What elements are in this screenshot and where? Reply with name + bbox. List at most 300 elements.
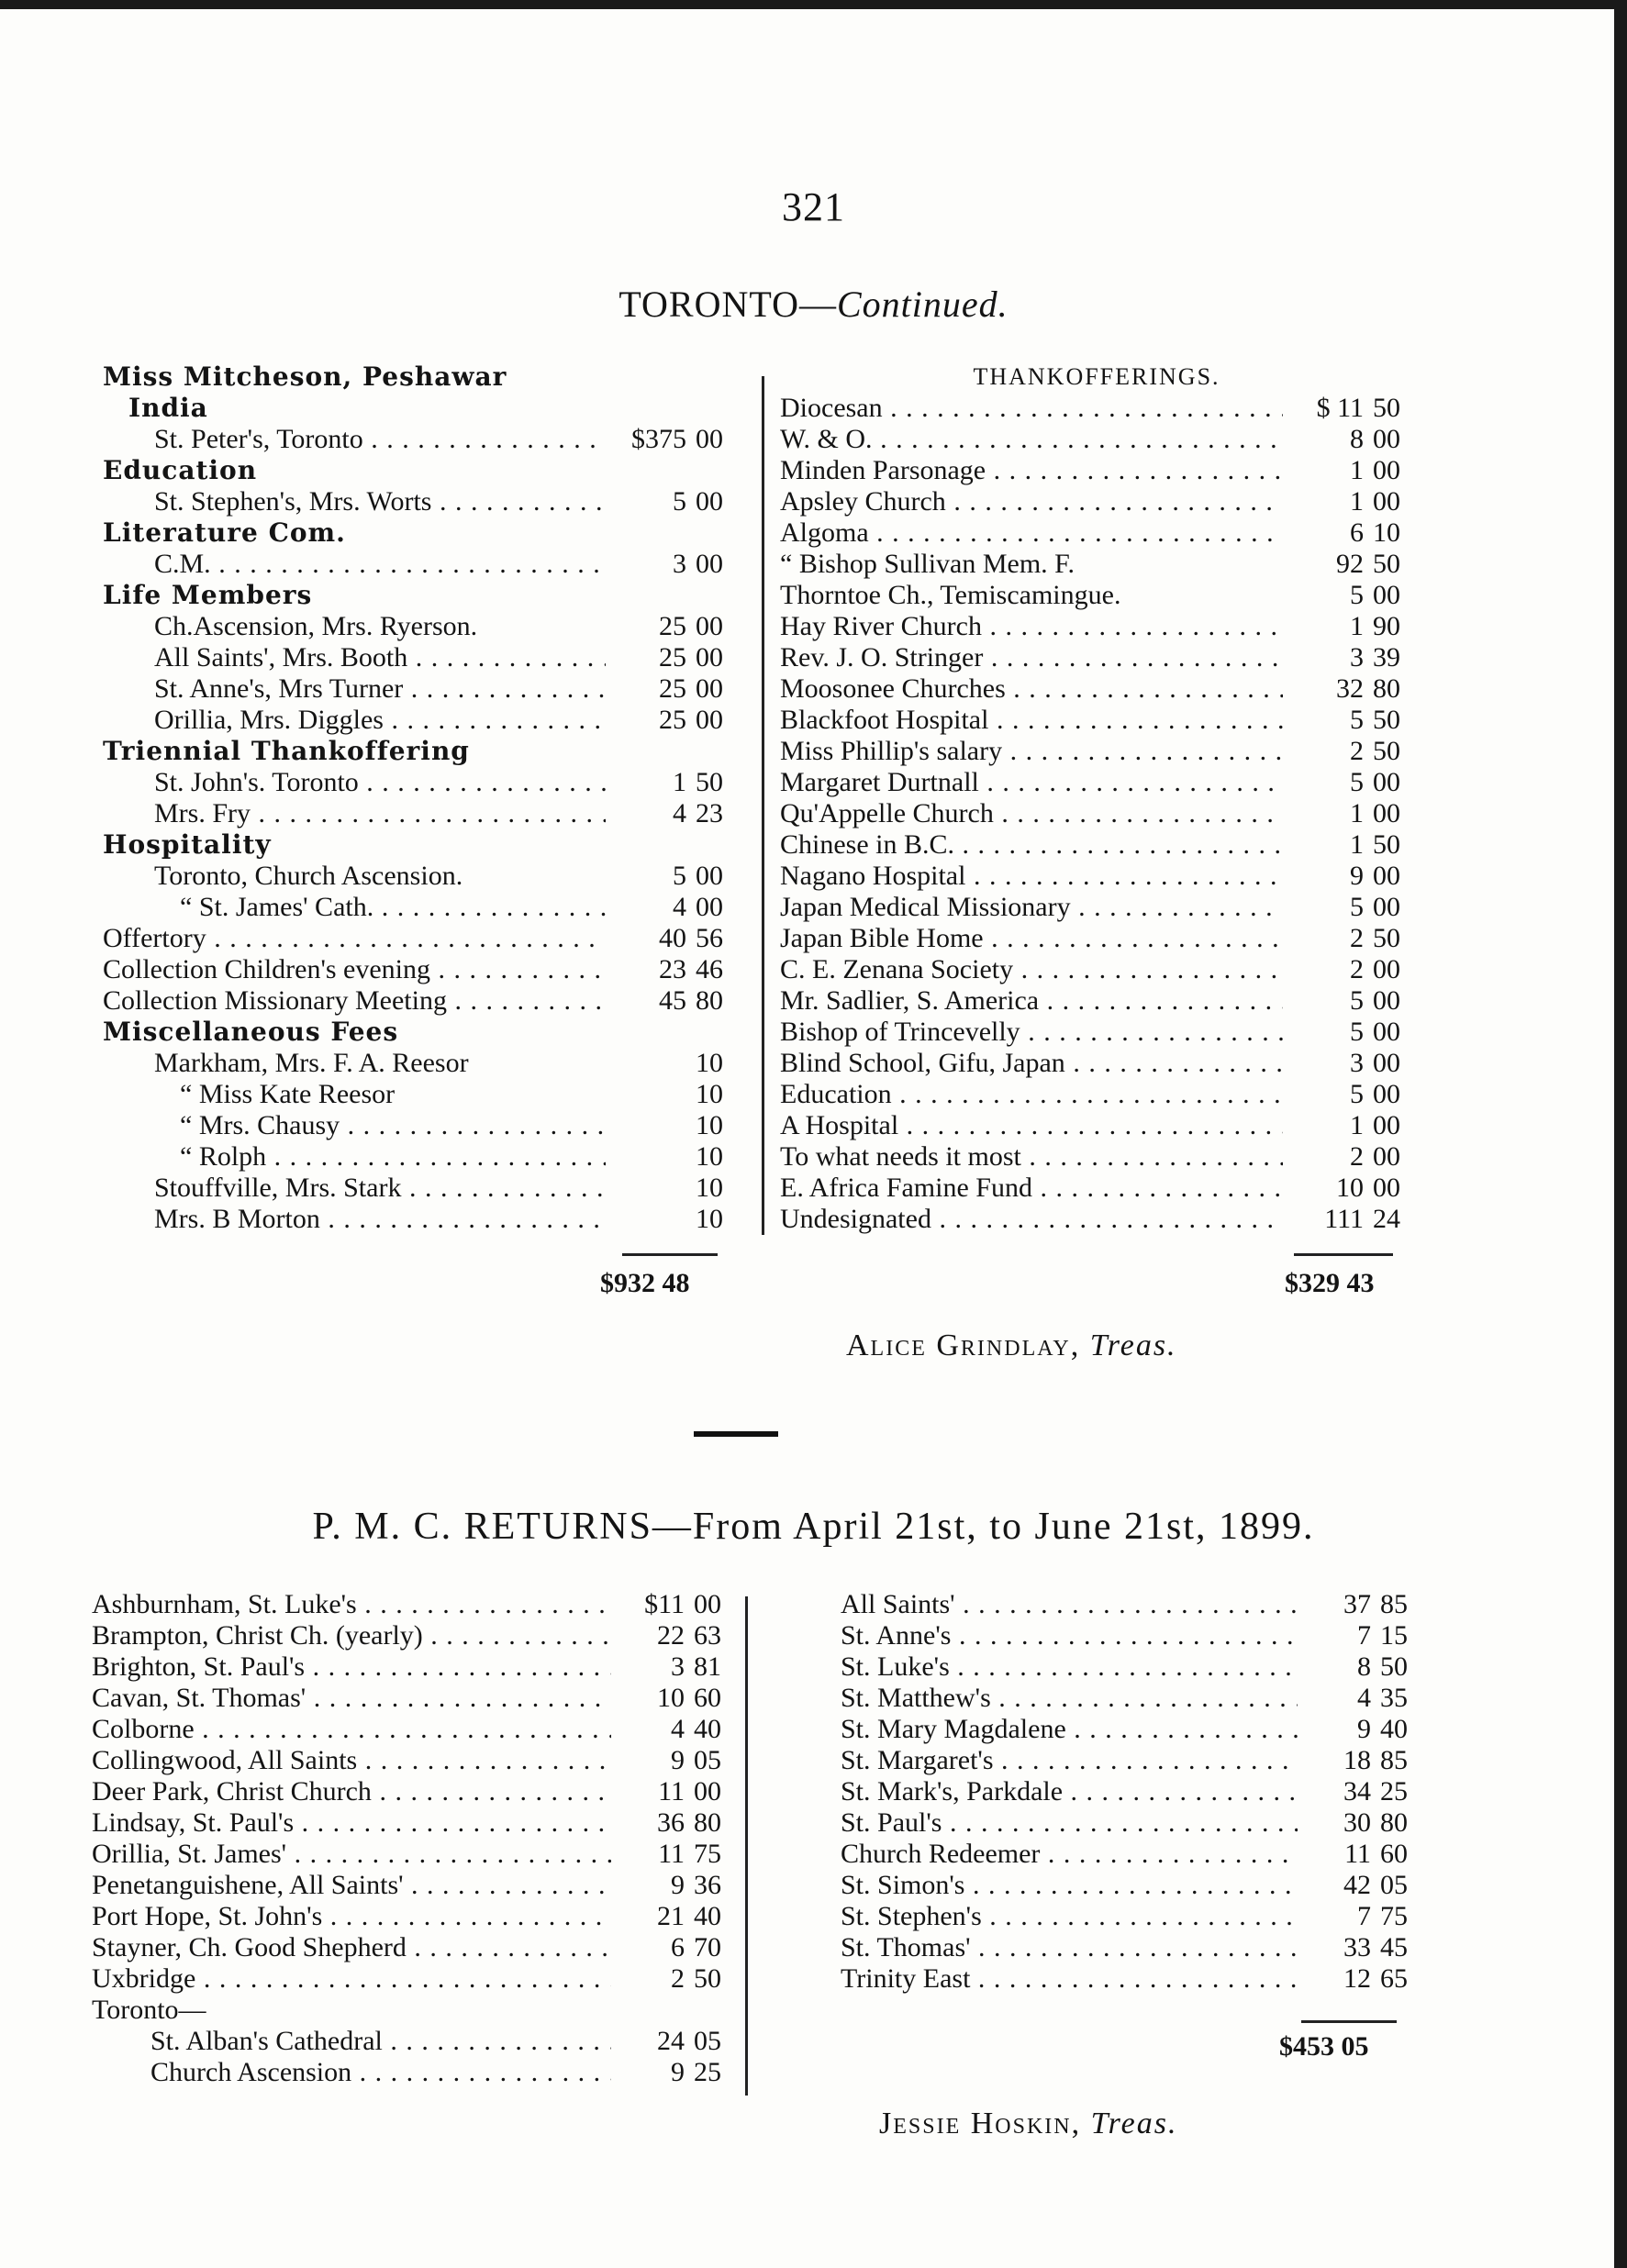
right-bottom-column: [841, 1589, 1419, 1995]
entry-cents: 00: [1373, 486, 1400, 517]
category-heading: Miss Mitcheson, Peshawar: [103, 361, 507, 392]
entry-cents: 45: [1380, 1932, 1408, 1962]
ledger-heading: [103, 829, 745, 861]
entry-dollars: 3: [1350, 642, 1364, 673]
ledger-row: [780, 1079, 1413, 1110]
entry-dollars: 33: [1343, 1932, 1371, 1962]
entry-dollars: $11: [644, 1589, 685, 1619]
ledger-row: [841, 1683, 1419, 1714]
entry-label: Diocesan . . .: [780, 393, 1283, 424]
entry-cents: 05: [1380, 1870, 1408, 1900]
entry-dollars: 22: [657, 1620, 685, 1651]
entry-cents: 05: [694, 1745, 721, 1775]
entry-cents: 56: [696, 923, 723, 953]
scan-edge-top: [0, 0, 1627, 9]
entry-cents: 00: [1373, 861, 1400, 891]
ledger-row: [780, 424, 1413, 455]
entry-label: St. Mary Magdalene . . .: [841, 1714, 1298, 1745]
left-top-total-rule: [622, 1253, 718, 1256]
entry-dollars: 25: [659, 673, 686, 704]
entry-label: Church Redeemer . . .: [841, 1839, 1298, 1870]
entry-label: Chinese in B.C. . . .: [780, 829, 1283, 861]
entry-label: St. Luke's . . .: [841, 1651, 1298, 1683]
entry-dollars: 2: [671, 1963, 685, 1994]
ledger-heading: [103, 736, 745, 767]
entry-dollars: 3: [671, 1651, 685, 1682]
ledger-row: [780, 954, 1413, 985]
entry-cents: 35: [1380, 1683, 1408, 1713]
ledger-row: [841, 1901, 1419, 1932]
category-heading: Education: [103, 455, 258, 485]
entry-dollars: 9: [671, 1745, 685, 1775]
entry-label: St. Alban's Cathedral . . .: [150, 2026, 611, 2057]
entry-cents: 10: [696, 1204, 723, 1234]
entry-dollars: 111: [1324, 1204, 1364, 1234]
entry-dollars: 3: [1350, 1048, 1364, 1078]
entry-label: C.M. . . .: [154, 549, 606, 580]
ledger-row: [841, 1714, 1419, 1745]
entry-cents: 00: [1373, 1110, 1400, 1140]
left-bottom-column: [92, 1589, 725, 2088]
entry-label: Toronto—: [92, 1995, 206, 2025]
ledger-row: [841, 1651, 1419, 1683]
entry-cents: 10: [696, 1141, 723, 1172]
ledger-row: [103, 861, 745, 892]
ledger-row: [103, 923, 745, 954]
entry-dollars: 1: [1350, 486, 1364, 517]
entry-cents: 00: [1373, 954, 1400, 984]
entry-dollars: 92: [1336, 549, 1364, 579]
entry-dollars: 2: [1350, 923, 1364, 953]
entry-label: Toronto, Church Ascension.: [154, 861, 463, 891]
thankofferings-heading: THANKOFFERINGS.: [973, 363, 1220, 390]
ledger-row: [92, 1807, 725, 1839]
entry-label: Blackfoot Hospital . . .: [780, 705, 1283, 736]
ledger-row: [103, 1173, 745, 1204]
scan-edge-right: [1614, 0, 1627, 2268]
entry-label: Deer Park, Christ Church . . .: [92, 1776, 611, 1807]
entry-dollars: 11: [1344, 1839, 1371, 1869]
ledger-row: [103, 1141, 745, 1173]
entry-cents: 25: [694, 2057, 721, 2087]
entry-cents: 10: [696, 1173, 723, 1203]
entry-dollars: 7: [1357, 1901, 1371, 1931]
entry-cents: 00: [1373, 424, 1400, 454]
entry-dollars: 25: [659, 611, 686, 641]
ledger-heading: [103, 1017, 745, 1048]
entry-dollars: 1: [673, 767, 686, 797]
running-head-main: TORONTO: [618, 284, 799, 325]
category-heading: Triennial Thankoffering: [103, 736, 470, 766]
entry-dollars: 5: [673, 861, 686, 891]
ledger-row: [780, 611, 1413, 642]
ledger-row: [103, 1048, 745, 1079]
ledger-row: [780, 892, 1413, 923]
entry-cents: 00: [1373, 1141, 1400, 1172]
entry-dollars: 32: [1336, 673, 1364, 704]
entry-dollars: 5: [1350, 1017, 1364, 1047]
ledger-row: [780, 642, 1413, 673]
entry-label: Collingwood, All Saints . . .: [92, 1745, 611, 1776]
entry-cents: 00: [1373, 798, 1400, 828]
entry-dollars: 1: [1350, 829, 1364, 860]
entry-label: Minden Parsonage . . .: [780, 455, 1283, 486]
entry-cents: 05: [694, 2026, 721, 2056]
entry-cents: 50: [1373, 923, 1400, 953]
category-heading: Life Members: [103, 580, 313, 610]
entry-label: Thorntoe Ch., Temiscamingue.: [780, 580, 1121, 610]
entry-cents: 00: [696, 642, 723, 673]
entry-label: Moosonee Churches . . .: [780, 673, 1283, 705]
entry-label: St. Margaret's . . .: [841, 1745, 1298, 1776]
ledger-heading: [103, 393, 745, 424]
ledger-heading: [103, 517, 745, 549]
ledger-row: [841, 1589, 1419, 1620]
entry-cents: 00: [1373, 1173, 1400, 1203]
ledger-row: [92, 1620, 725, 1651]
left-top-total: $932 48: [600, 1268, 690, 1298]
ledger-row: [780, 985, 1413, 1017]
entry-cents: 50: [1373, 705, 1400, 735]
entry-cents: 40: [694, 1714, 721, 1744]
entry-cents: 00: [1373, 892, 1400, 922]
entry-dollars: 9: [671, 1870, 685, 1900]
entry-cents: 00: [696, 486, 723, 517]
entry-cents: 00: [696, 611, 723, 641]
right-bottom-total: $453 05: [1279, 2031, 1369, 2062]
treasurer-title-1: Treas.: [1089, 1329, 1177, 1362]
ledger-row: [103, 798, 745, 829]
entry-cents: 00: [694, 1589, 721, 1619]
entry-label: St. Stephen's . . .: [841, 1901, 1298, 1932]
ledger-heading: [103, 455, 745, 486]
ledger-row: [92, 1745, 725, 1776]
entry-label: Japan Bible Home . . .: [780, 923, 1283, 954]
ledger-row: [780, 1048, 1413, 1079]
entry-cents: 00: [696, 861, 723, 891]
right-top-total-rule: [1294, 1253, 1393, 1256]
entry-label: W. & O. . . .: [780, 424, 1283, 455]
entry-dollars: 6: [1350, 517, 1364, 548]
ledger-row: [841, 1745, 1419, 1776]
entry-label: “ Rolph . . .: [180, 1141, 606, 1173]
entry-cents: 75: [694, 1839, 721, 1869]
page-number: 321: [782, 184, 845, 229]
entry-label: Mrs. Fry . . .: [154, 798, 606, 829]
entry-label: Orillia, St. James' . . .: [92, 1839, 611, 1870]
ledger-row: [92, 2026, 725, 2057]
entry-label: Brighton, St. Paul's . . .: [92, 1651, 611, 1683]
entry-label: C. E. Zenana Society . . .: [780, 954, 1283, 985]
entry-label: Japan Medical Missionary . . .: [780, 892, 1283, 923]
entry-label: Lindsay, St. Paul's . . .: [92, 1807, 611, 1839]
entry-dollars: 10: [1336, 1173, 1364, 1203]
entry-label: A Hospital . . .: [780, 1110, 1283, 1141]
entry-dollars: 42: [1343, 1870, 1371, 1900]
ledger-row: [780, 829, 1413, 861]
entry-dollars: 2: [1350, 954, 1364, 984]
entry-cents: 85: [1380, 1745, 1408, 1775]
ledger-row: [780, 1173, 1413, 1204]
entry-dollars: 3: [673, 549, 686, 579]
entry-dollars: 45: [659, 985, 686, 1016]
entry-cents: 80: [1380, 1807, 1408, 1838]
entry-cents: 80: [1373, 673, 1400, 704]
entry-label: St. Mark's, Parkdale . . .: [841, 1776, 1298, 1807]
entry-cents: 50: [1380, 1651, 1408, 1682]
entry-dollars: $ 11: [1316, 393, 1364, 423]
entry-cents: 50: [1373, 393, 1400, 423]
entry-cents: 65: [1380, 1963, 1408, 1994]
entry-label: Miss Phillip's salary . . .: [780, 736, 1283, 767]
entry-cents: 00: [1373, 767, 1400, 797]
ledger-row: [780, 393, 1413, 424]
entry-cents: 23: [696, 798, 723, 828]
ledger-row: [780, 1141, 1413, 1173]
entry-cents: 46: [696, 954, 723, 984]
entry-dollars: 34: [1343, 1776, 1371, 1807]
entry-label: Offertory . . .: [103, 923, 606, 954]
ledger-row: [92, 1589, 725, 1620]
ledger-row: [103, 1204, 745, 1235]
entry-cents: 70: [694, 1932, 721, 1962]
entry-cents: 00: [1373, 455, 1400, 485]
right-bottom-total-rule: [1301, 2020, 1397, 2023]
ledger-row: [780, 767, 1413, 798]
entry-dollars: 25: [659, 705, 686, 735]
ledger-row: [92, 1776, 725, 1807]
ledger-row: [841, 1807, 1419, 1839]
entry-label: Nagano Hospital . . .: [780, 861, 1283, 892]
entry-label: St. Thomas' . . .: [841, 1932, 1298, 1963]
entry-label: Cavan, St. Thomas' . . .: [92, 1683, 611, 1714]
ledger-row: [92, 1932, 725, 1963]
left-top-column: [103, 361, 745, 1235]
entry-dollars: 9: [1357, 1714, 1371, 1744]
ledger-row: [103, 424, 745, 455]
entry-label: Collection Missionary Meeting . . .: [103, 985, 606, 1017]
entry-cents: 50: [694, 1963, 721, 1994]
entry-label: To what needs it most . . .: [780, 1141, 1283, 1173]
category-heading: Literature Com.: [103, 517, 346, 548]
ledger-row: [92, 1870, 725, 1901]
ledger-row: [841, 1963, 1419, 1995]
entry-dollars: 37: [1343, 1589, 1371, 1619]
entry-label: St. Stephen's, Mrs. Worts . . .: [154, 486, 606, 517]
treasurer-title-2: Treas.: [1090, 2107, 1178, 2140]
ledger-row: [103, 673, 745, 705]
entry-cents: 60: [694, 1683, 721, 1713]
entry-cents: 90: [1373, 611, 1400, 641]
entry-dollars: 11: [658, 1776, 685, 1807]
ledger-row: [780, 861, 1413, 892]
entry-cents: 50: [1373, 829, 1400, 860]
entry-cents: 00: [696, 673, 723, 704]
entry-cents: 00: [1373, 1017, 1400, 1047]
ledger-row: [841, 1870, 1419, 1901]
entry-label: Penetanguishene, All Saints' . . .: [92, 1870, 611, 1901]
entry-cents: 39: [1373, 642, 1400, 673]
entry-label: St. Simon's . . .: [841, 1870, 1298, 1901]
entry-label: Uxbridge . . .: [92, 1963, 611, 1995]
entry-dollars: 4: [671, 1714, 685, 1744]
entry-dollars: 5: [1350, 580, 1364, 610]
ledger-row: [780, 455, 1413, 486]
ledger-heading: [103, 580, 745, 611]
ledger-row: [780, 798, 1413, 829]
entry-cents: 81: [694, 1651, 721, 1682]
entry-cents: 00: [696, 892, 723, 922]
entry-dollars: 1: [1350, 455, 1364, 485]
pmc-returns-title: P. M. C. RETURNS—From April 21st, to June 21st, 1899.: [312, 1506, 1315, 1548]
entry-label: Education . . .: [780, 1079, 1283, 1110]
entry-cents: 36: [694, 1870, 721, 1900]
entry-cents: 80: [694, 1807, 721, 1838]
treasurer-signature-1: [846, 1329, 1177, 1363]
entry-label: Bishop of Trincevelly . . .: [780, 1017, 1283, 1048]
entry-label: Ch.Ascension, Mrs. Ryerson.: [154, 611, 478, 641]
entry-label: Trinity East . . .: [841, 1963, 1298, 1995]
entry-cents: 50: [1373, 736, 1400, 766]
entry-label: St. Matthew's . . .: [841, 1683, 1298, 1714]
ledger-row: [103, 767, 745, 798]
ledger-row: [780, 673, 1413, 705]
entry-dollars: 30: [1343, 1807, 1371, 1838]
lower-column-divider: [745, 1596, 748, 2096]
entry-dollars: 9: [1350, 861, 1364, 891]
entry-label: Rev. J. O. Stringer . . .: [780, 642, 1283, 673]
ledger-row: [103, 549, 745, 580]
entry-label: Collection Children's evening . . .: [103, 954, 606, 985]
entry-label: E. Africa Famine Fund . . .: [780, 1173, 1283, 1204]
section-divider: [694, 1431, 778, 1437]
right-top-total: $329 43: [1285, 1268, 1375, 1298]
entry-cents: 10: [1373, 517, 1400, 548]
ledger-row: [103, 705, 745, 736]
ledger-row: [841, 1776, 1419, 1807]
entry-cents: 50: [1373, 549, 1400, 579]
entry-label: St. Anne's, Mrs Turner . . .: [154, 673, 606, 705]
entry-label: “ St. James' Cath. . . .: [180, 892, 606, 923]
ledger-row: [841, 1839, 1419, 1870]
entry-dollars: 2: [1350, 736, 1364, 766]
entry-cents: 00: [1373, 580, 1400, 610]
ledger-row: [103, 985, 745, 1017]
ledger-row: [92, 1995, 725, 2026]
entry-dollars: 5: [1350, 985, 1364, 1016]
ledger-row: [780, 1017, 1413, 1048]
category-heading: Miscellaneous Fees: [103, 1017, 399, 1047]
ledger-row: [103, 892, 745, 923]
entry-label: Qu'Appelle Church . . .: [780, 798, 1283, 829]
entry-label: St. Paul's . . .: [841, 1807, 1298, 1839]
ledger-row: [103, 486, 745, 517]
entry-label: St. Peter's, Toronto . . .: [154, 424, 606, 455]
entry-label: Hay River Church . . .: [780, 611, 1283, 642]
entry-label: Markham, Mrs. F. A. Reesor: [154, 1048, 469, 1078]
ledger-row: [92, 1651, 725, 1683]
entry-dollars: 2: [1350, 1141, 1364, 1172]
entry-label: All Saints', Mrs. Booth . . .: [154, 642, 606, 673]
entry-label: Algoma . . .: [780, 517, 1283, 549]
entry-dollars: 1: [1350, 1110, 1364, 1140]
ledger-row: [103, 1079, 745, 1110]
entry-label: Mr. Sadlier, S. America . . .: [780, 985, 1283, 1017]
entry-dollars: 10: [657, 1683, 685, 1713]
entry-cents: 25: [1380, 1776, 1408, 1807]
entry-dollars: 1: [1350, 611, 1364, 641]
entry-dollars: 5: [673, 486, 686, 517]
ledger-row: [103, 954, 745, 985]
entry-label: Church Ascension . . .: [150, 2057, 611, 2088]
entry-dollars: 36: [657, 1807, 685, 1838]
ledger-row: [92, 2057, 725, 2088]
ledger-row: [103, 611, 745, 642]
entry-cents: 10: [696, 1079, 723, 1109]
entry-cents: 10: [696, 1110, 723, 1140]
ledger-row: [92, 1839, 725, 1870]
running-head-continued: Continued.: [836, 284, 1009, 325]
entry-dollars: 4: [673, 798, 686, 828]
ledger-row: [780, 1204, 1413, 1235]
right-top-column: [780, 361, 1413, 1235]
category-heading: India: [128, 393, 208, 423]
entry-dollars: 5: [1350, 892, 1364, 922]
ledger-heading: [103, 361, 745, 393]
running-head-dash: —: [798, 284, 837, 325]
entry-cents: 00: [696, 549, 723, 579]
ledger-row: [780, 580, 1413, 611]
running-head: [0, 283, 1627, 326]
ledger-row: [841, 1932, 1419, 1963]
treasurer-name-1: Alice Grindlay,: [846, 1329, 1081, 1362]
entry-label: Brampton, Christ Ch. (yearly) . . .: [92, 1620, 611, 1651]
entry-dollars: 11: [658, 1839, 685, 1869]
entry-cents: 00: [1373, 1079, 1400, 1109]
entry-dollars: 5: [1350, 767, 1364, 797]
entry-cents: 24: [1373, 1204, 1400, 1234]
entry-cents: 60: [1380, 1839, 1408, 1869]
entry-label: St. Anne's . . .: [841, 1620, 1298, 1651]
entry-cents: 15: [1380, 1620, 1408, 1651]
entry-cents: 40: [1380, 1714, 1408, 1744]
entry-label: “ Mrs. Chausy . . .: [180, 1110, 606, 1141]
entry-label: “ Bishop Sullivan Mem. F.: [780, 549, 1075, 579]
ledger-row: [780, 923, 1413, 954]
upper-column-divider: [762, 376, 764, 1235]
entry-dollars: 7: [1357, 1620, 1371, 1651]
entry-dollars: 5: [1350, 705, 1364, 735]
entry-label: “ Miss Kate Reesor: [180, 1079, 396, 1109]
entry-label: Orillia, Mrs. Diggles . . .: [154, 705, 606, 736]
entry-dollars: 40: [659, 923, 686, 953]
entry-cents: 00: [1373, 985, 1400, 1016]
entry-dollars: 25: [659, 642, 686, 673]
entry-label: Mrs. B Morton . . .: [154, 1204, 606, 1235]
ledger-row: [780, 736, 1413, 767]
entry-dollars: 1: [1350, 798, 1364, 828]
entry-label: All Saints' . . .: [841, 1589, 1298, 1620]
ledger-row: [103, 1110, 745, 1141]
entry-dollars: 12: [1343, 1963, 1371, 1994]
entry-dollars: 9: [671, 2057, 685, 2087]
entry-label: Blind School, Gifu, Japan . . .: [780, 1048, 1283, 1079]
entry-label: Apsley Church . . .: [780, 486, 1283, 517]
entry-cents: 63: [694, 1620, 721, 1651]
ledger-row: [780, 1110, 1413, 1141]
ledger-row: [92, 1714, 725, 1745]
entry-cents: 40: [694, 1901, 721, 1931]
